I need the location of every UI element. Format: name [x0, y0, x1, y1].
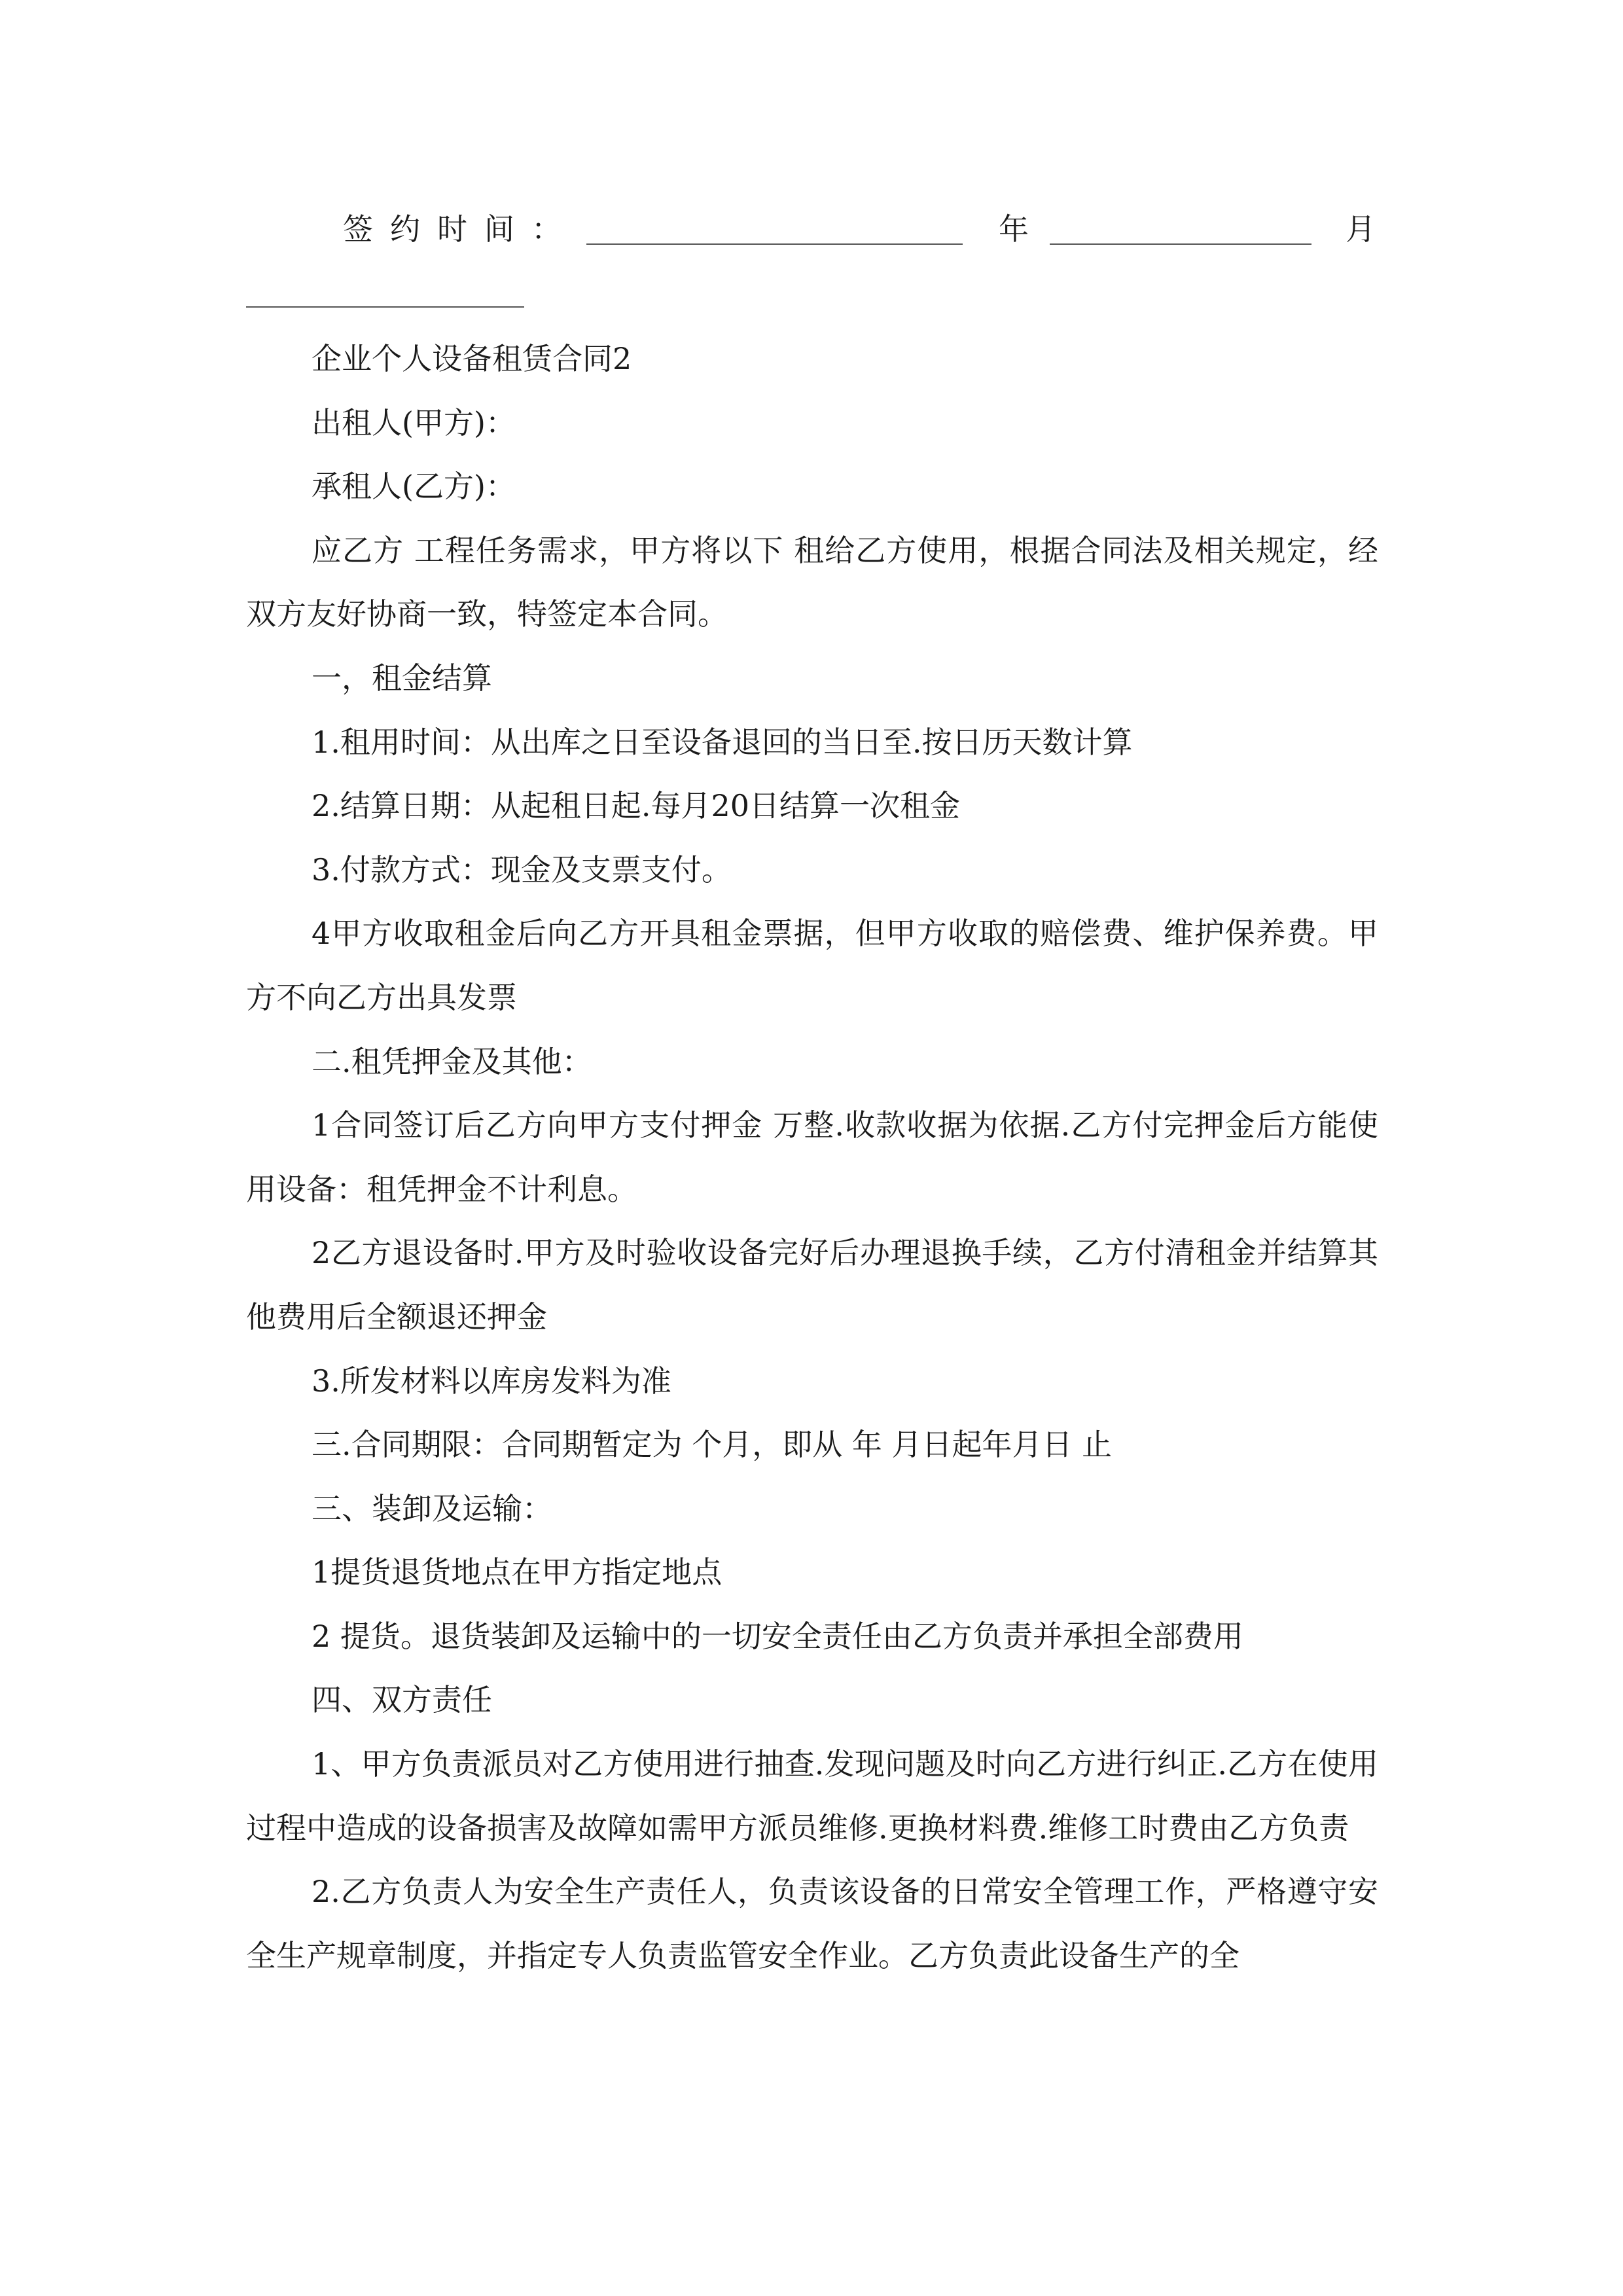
- year-label: 年: [999, 211, 1029, 247]
- contract-body: [246, 327, 1378, 1988]
- preamble-paragraph: 应乙方 工程任务需求，甲方将以下 租给乙方使用，根据合同法及相关规定，经双方友好协商一致，特签定本合同。: [246, 532, 1378, 632]
- clause-paragraph: 2.结算日期：从起租日起.每月20日结算一次租金: [312, 788, 961, 824]
- section-heading: 一，租金结算: [312, 660, 492, 696]
- section-heading: 三、装卸及运输：: [312, 1490, 552, 1526]
- section-heading: 二.租凭押金及其他：: [312, 1043, 592, 1079]
- lessor-line: 出租人(甲方)：: [312, 404, 516, 440]
- clause-paragraph: 3.所发材料以库房发料为准: [312, 1363, 671, 1399]
- clause-paragraph: 1提货退货地点在甲方指定地点: [312, 1554, 722, 1590]
- clause-paragraph: 3.付款方式：现金及支票支付。: [312, 852, 732, 888]
- year-blank-line: [1050, 243, 1311, 245]
- contract-title: 企业个人设备租赁合同2: [312, 341, 632, 376]
- clause-paragraph: 1、甲方负责派员对乙方使用进行抽查.发现问题及时向乙方进行纠正.乙方在使用过程中造成的设备损害及故障如需甲方派员维修.更换材料费.维修工时费由乙方负责: [246, 1746, 1378, 1846]
- lessee-line: 承租人(乙方)：: [312, 469, 516, 505]
- clause-paragraph: 4甲方收取租金后向乙方开具租金票据，但甲方收取的赔偿费、维护保养费。甲方不向乙方出具发票: [246, 916, 1378, 1015]
- day-blank-line: [246, 306, 524, 308]
- signing-time-label: 签约时间：: [343, 211, 579, 247]
- clause-paragraph: 1合同签订后乙方向甲方支付押金 万整.收款收据为依据.乙方付完押金后方能使用设备：租凭押金不计利息。: [246, 1107, 1378, 1207]
- month-label: 月: [1346, 211, 1376, 247]
- clause-paragraph: 2乙方退设备时.甲方及时验收设备完好后办理退换手续，乙方付清租金并结算其他费用后全额退还押金: [246, 1235, 1378, 1335]
- signing-time-row: [246, 196, 1378, 262]
- clause-paragraph: 2 提货。退货装卸及运输中的一切安全责任由乙方负责并承担全部费用: [312, 1618, 1243, 1654]
- signing-date-blank-line: [586, 243, 963, 245]
- clause-paragraph: 2.乙方负责人为安全生产责任人，负责该设备的日常安全管理工作，严格遵守安全生产规章制度，并指定专人负责监管安全作业。乙方负责此设备生产的全: [246, 1874, 1378, 1973]
- section-heading: 四、双方责任: [312, 1682, 492, 1718]
- section-heading: 三.合同期限：合同期暂定为 个月，即从 年 月日起年月日 止: [312, 1427, 1113, 1463]
- clause-paragraph: 1.租用时间：从出库之日至设备退回的当日至.按日历天数计算: [312, 724, 1133, 760]
